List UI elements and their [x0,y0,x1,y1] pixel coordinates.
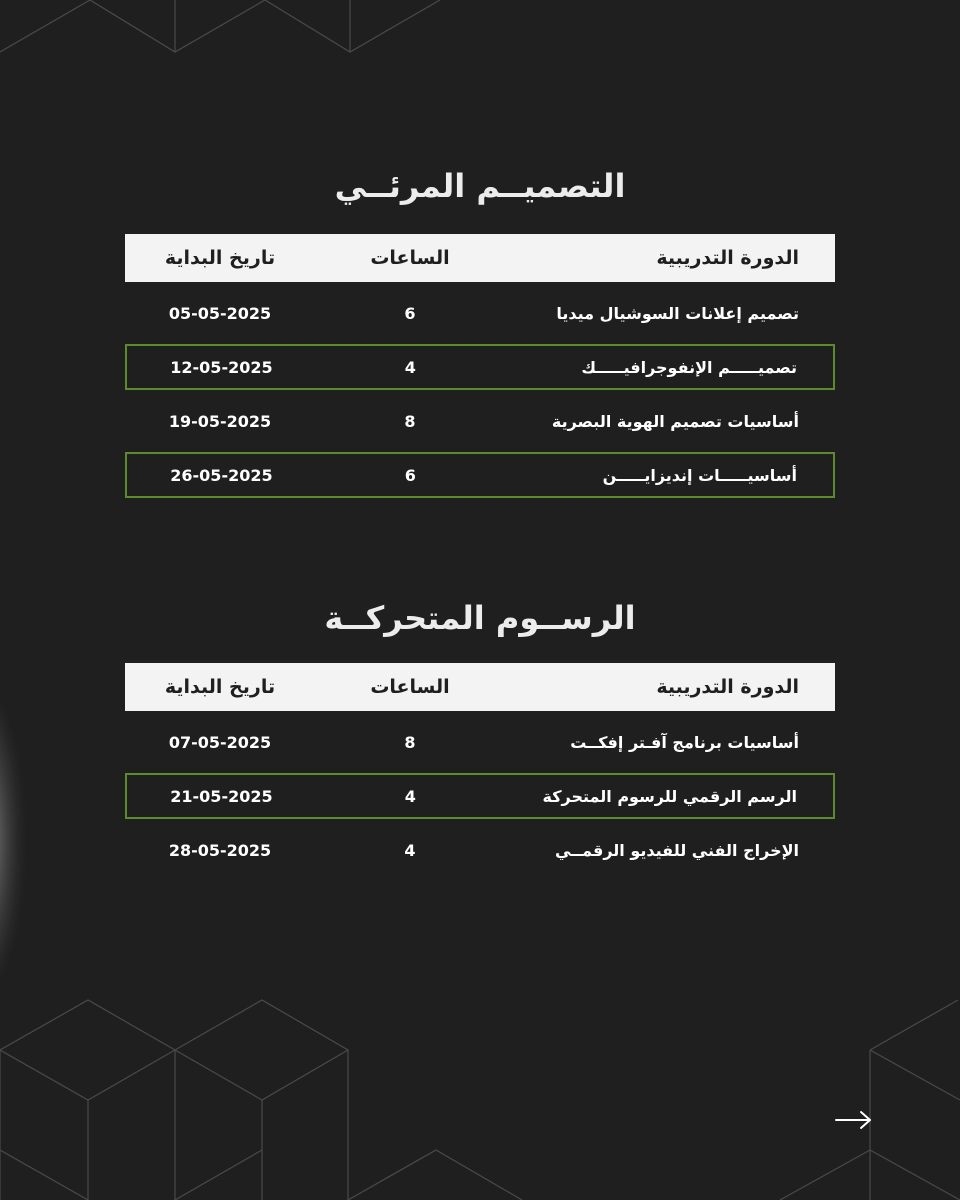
edge-glow [0,690,20,990]
course-name: تصميم إعلانات السوشيال ميديا [556,303,799,323]
table-row[interactable] [125,719,835,765]
courses-table [125,663,835,873]
table-row-highlighted[interactable] [125,773,835,819]
header-date: تاريخ البداية [164,676,276,698]
course-name: الرسم الرقمي للرسوم المتحركة [542,786,797,806]
courses-table [125,234,835,498]
course-hours: 8 [404,732,416,752]
section-motion-graphics [125,596,835,873]
section-visual-design [125,164,835,498]
table-row-highlighted[interactable] [125,452,835,498]
table-row-highlighted[interactable] [125,344,835,390]
header-date: تاريخ البداية [164,247,276,269]
header-course: الدورة التدريبية [656,676,799,698]
course-hours: 8 [404,411,416,431]
table-row[interactable] [125,827,835,873]
course-hours: 4 [404,357,416,377]
course-name: الإخراج الفني للفيديو الرقمــي [555,840,799,860]
arrow-right-icon[interactable] [832,1106,876,1134]
table-row[interactable] [125,290,835,336]
table-header [125,663,835,711]
course-hours: 6 [404,303,416,323]
course-hours: 4 [404,840,416,860]
course-name: تصميـــــم الإنفوجرافيـــــك [581,357,797,377]
course-name: أساسيـــــات إنديزايـــــن [602,465,797,485]
section-title: الرســوم المتحركــة [324,599,636,637]
course-date: 05-05-2025 [168,303,272,323]
course-date: 12-05-2025 [170,357,273,377]
header-course: الدورة التدريبية [656,247,799,269]
table-row[interactable] [125,398,835,444]
course-date: 19-05-2025 [168,411,272,431]
course-name: أساسيات برنامج آفـتر إفكــت [570,732,799,752]
course-date: 21-05-2025 [170,786,273,806]
header-hours: الساعات [370,247,450,269]
section-title: التصميــم المرئــي [334,167,626,205]
table-header [125,234,835,282]
course-date: 28-05-2025 [168,840,272,860]
header-hours: الساعات [370,676,450,698]
course-date: 26-05-2025 [170,465,273,485]
course-hours: 6 [404,465,416,485]
course-hours: 4 [404,786,416,806]
course-date: 07-05-2025 [168,732,272,752]
course-name: أساسيات تصميم الهوية البصرية [551,411,799,431]
